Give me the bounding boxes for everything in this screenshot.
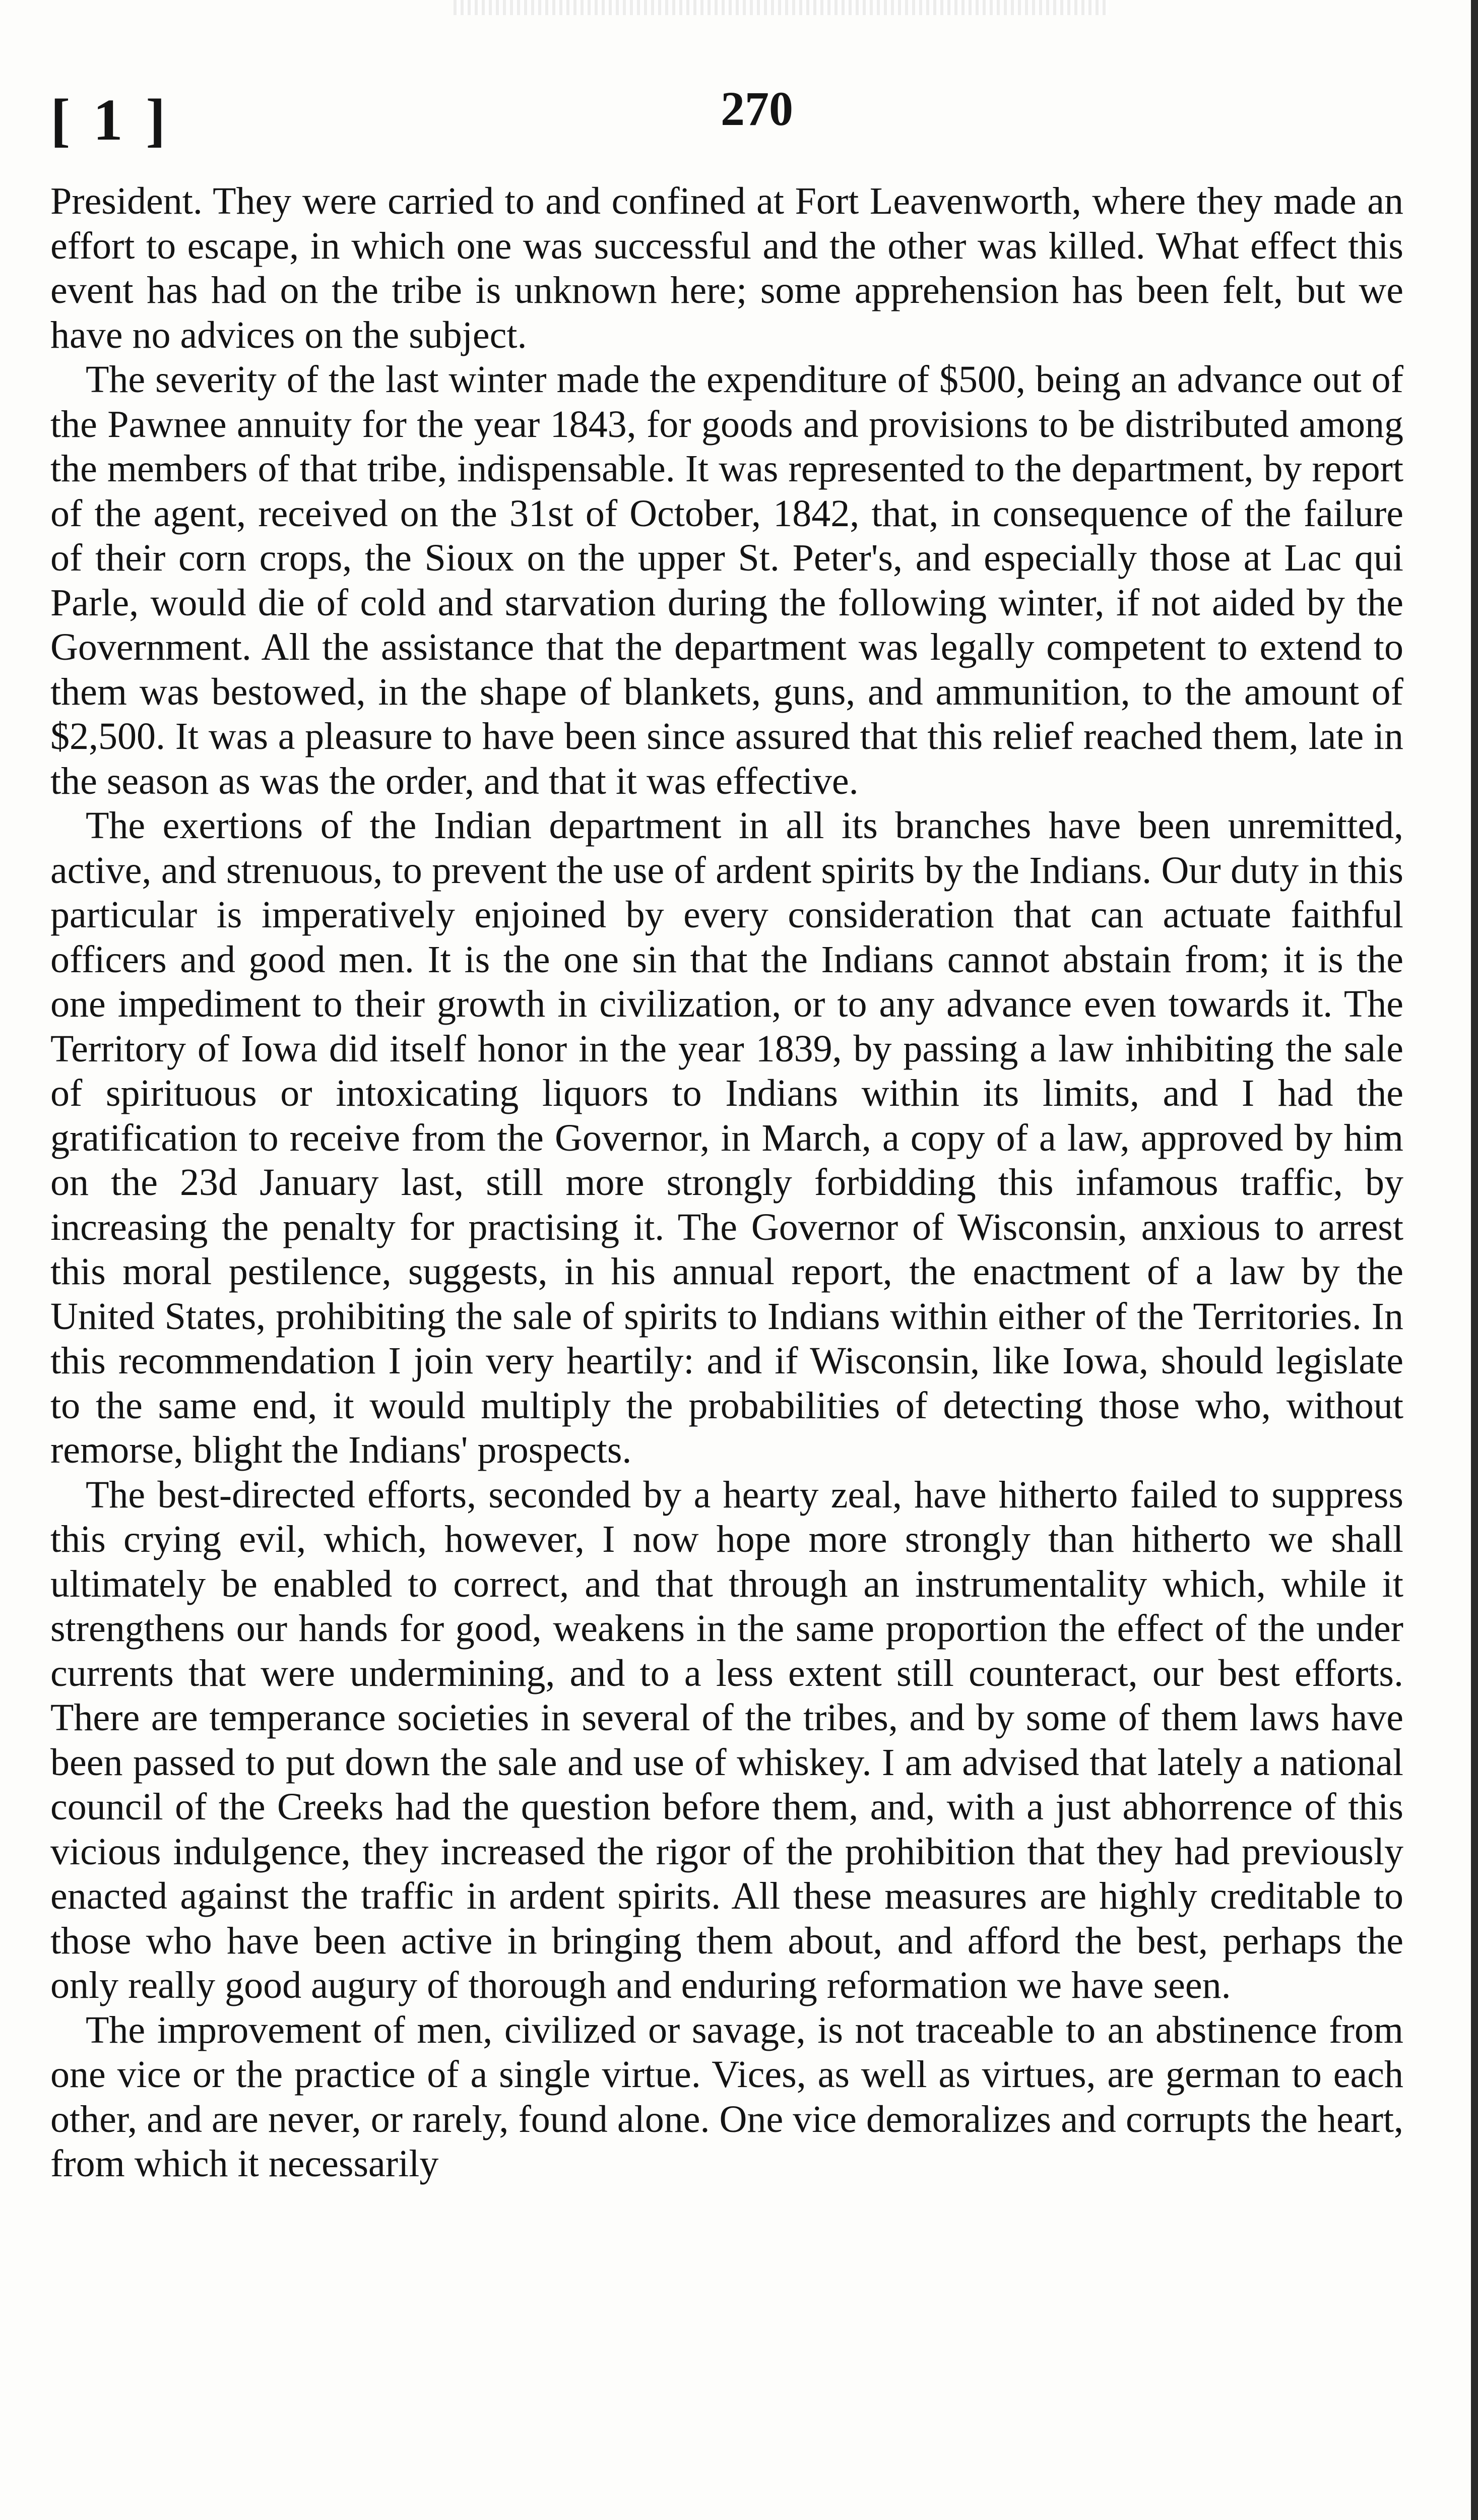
scan-edge	[1471, 0, 1478, 2520]
paragraph: The best-directed efforts, seconded by a hearty zeal, have hitherto failed to suppress this crying evil, which, however, I now hope more strongly than hitherto we shall ultimately be enabled to correct, and that through an instrumentality which, while it strengthens our hands for good, weakens in the same proportion the effect of the under currents that were undermining, and to a less extent still counteract, our best efforts. There are temperance societies in several of the tribes, and by some of them laws have been passed to put down the sale and use of whiskey. I am advised that lately a national council of the Creeks had the question before them, and, with a just abhorrence of this vicious indulgence, they increased the rigor of the prohibition that they had previously enacted against the traffic in ardent spirits. All these measures are highly creditable to those who have been active in bringing them about, and afford the best, perhaps the only really good augury of thorough and enduring reformation we have seen.	[50, 1473, 1403, 2006]
page-header	[50, 76, 1411, 156]
scan-noise	[454, 0, 1109, 15]
paragraph-continued: President. They were carried to and confined at Fort Leavenworth, where they made an effort to escape, in which one was successful and the other was killed. What effect this event has had on the tribe is unknown here; some apprehension has been felt, but we have no advices on the subject.	[50, 180, 1403, 356]
paragraph: The improvement of men, civilized or savage, is not traceable to an abstinence from one vice or the practice of a single virtue. Vices, as well as virtues, are german to each other, and are never, or rarely, found alone. One vice demoralizes and corrupts the heart, from which it necessarily	[50, 2008, 1403, 2185]
paragraph: The severity of the last winter made the expenditure of $500, being an advance out of the Pawnee annuity for the year 1843, for goods and provisions to be distributed among the members of that tribe, indispensable. It was represented to the department, by report of the agent, received on the 31st of October, 1842, that, in consequence of the failure of their corn crops, the Sioux on the upper St. Peter's, and especially those at Lac qui Parle, would die of cold and starvation during the following winter, if not aided by the Government. All the assistance that the department was legally competent to extend to them was bestowed, in the shape of blankets, guns, and ammunition, to the amount of $2,500. It was a pleasure to have been since assured that this relief reached them, late in the season as was the order, and that it was effective.	[50, 358, 1403, 802]
signature-mark: [ 1 ]	[50, 87, 170, 153]
page-number: 270	[721, 82, 793, 136]
paragraph: The exertions of the Indian department in all its branches have been unremitted, active, and strenuous, to prevent the use of ardent spirits by the Indians. Our duty in this particular is imperatively enjoined by every consideration that can actuate faithful officers and good men. It is the one sin that the Indians cannot abstain from; it is the one impediment to their growth in civilization, or to any advance even towards it. The Territory of Iowa did itself honor in the year 1839, by passing a law inhibiting the sale of spirituous or intoxicating liquors to Indians within its limits, and I had the gratification to receive from the Governor, in March, a copy of a law, approved by him on the 23d January last, still more strongly forbidding this infamous traffic, by increasing the penalty for practising it. The Governor of Wisconsin, anxious to arrest this moral pestilence, suggests, in his annual report, the enactment of a law by the United States, prohibiting the sale of spirits to Indians within either of the Territories. In this recommendation I join very heartily: and if Wisconsin, like Iowa, should legislate to the same end, it would multiply the probabilities of detecting those who, without remorse, blight the Indians' prospects.	[50, 804, 1403, 1471]
body-text	[50, 179, 1403, 2186]
